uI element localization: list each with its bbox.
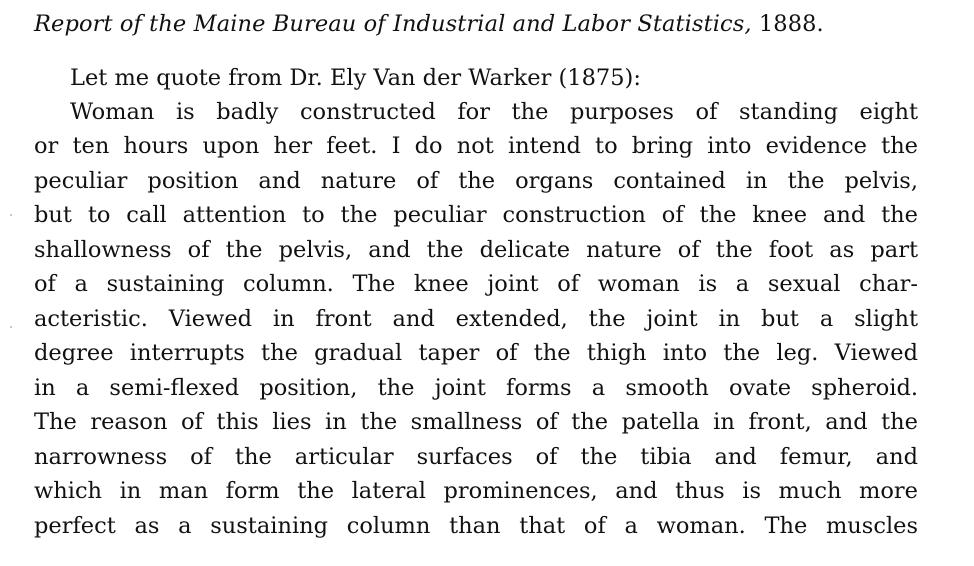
text-line-3: peculiar position and nature of the organs contained in the pelvis, [34,168,918,194]
text-line-5: shallowness of the pelvis, and the delicate nature of the foot as part [34,237,918,263]
text-line-10: The reason of this lies in the smallness of the patella in front, and the [34,409,918,435]
running-head [34,8,934,40]
text-line-13: perfect as a sustaining column than that of a woman. The muscles [34,513,918,539]
text-line-11: narrowness of the articular surfaces of the tibia and femur, and [34,444,918,470]
text-line-1: Woman is badly constructed for the purposes of standing eight [70,99,918,125]
scan-speck [10,326,12,328]
text-line-4: but to call attention to the peculiar construction of the knee and the [34,202,918,228]
intro-line: Let me quote from Dr. Ely Van der Warker (1875): [70,65,641,91]
text-line-2: or ten hours upon her feet. I do not intend to bring into evidence the [34,133,918,159]
text-line-12: which in man form the lateral prominences, and thus is much more [34,478,918,504]
report-title: Report of the Maine Bureau of Industrial and Labor Statistics, [34,11,752,37]
text-line-6: of a sustaining column. The knee joint of woman is a sexual char- [34,271,918,297]
report-year: 1888. [758,11,824,37]
text-line-7: acteristic. Viewed in front and extended, the joint in but a slight [34,306,918,332]
text-line-9: in a semi-flexed position, the joint forms a smooth ovate spheroid. [34,375,918,401]
text-line-8: degree interrupts the gradual taper of the thigh into the leg. Viewed [34,340,918,366]
scan-speck [10,214,12,216]
